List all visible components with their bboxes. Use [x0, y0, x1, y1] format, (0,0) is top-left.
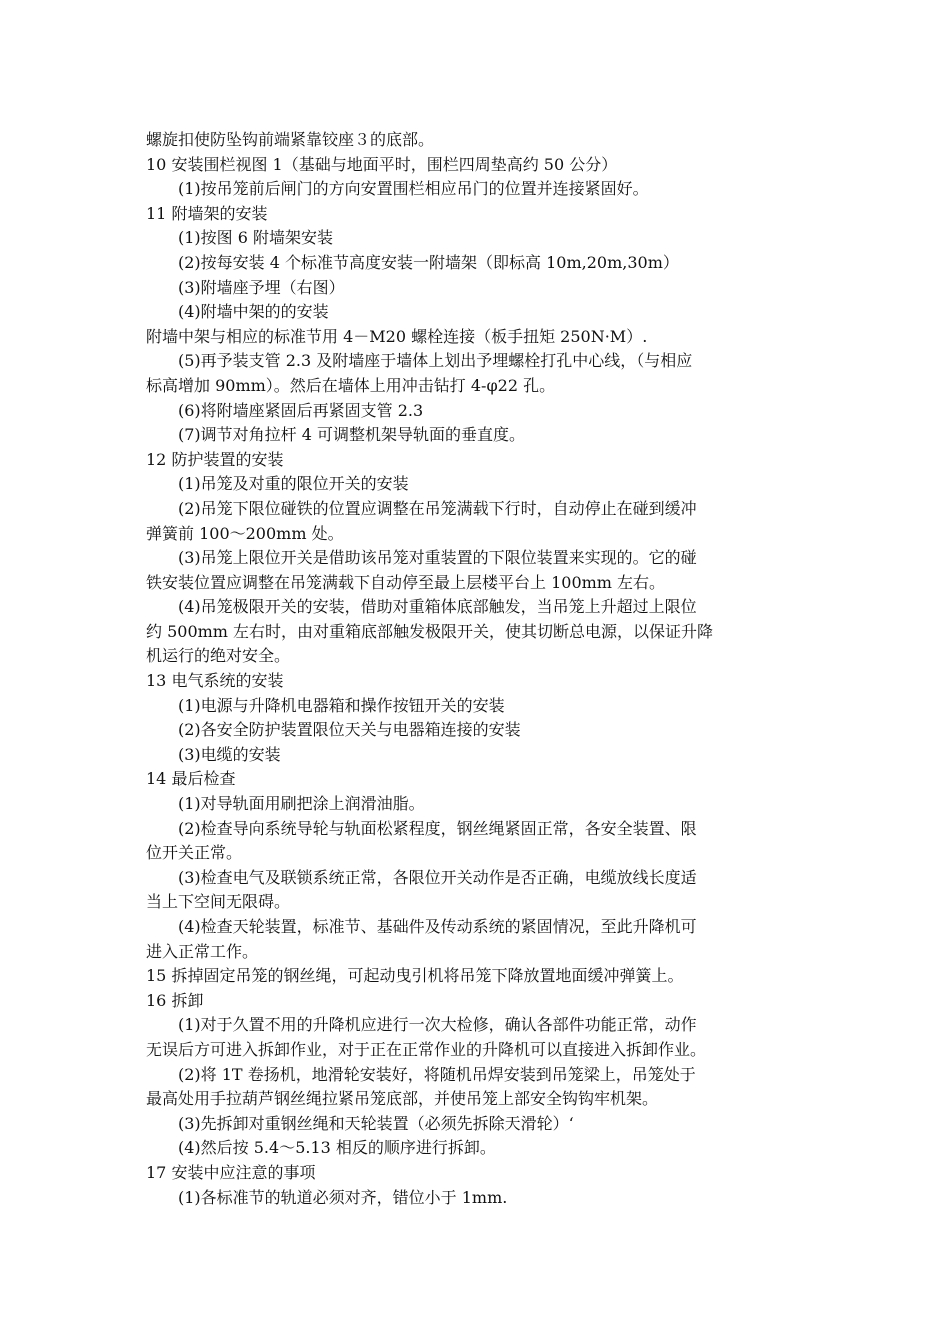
- text-line: (2)吊笼下限位碰铁的位置应调整在吊笼满载下行时，自动停止在碰到缓冲: [178, 498, 697, 518]
- text-line: 12 防护装置的安装: [146, 449, 284, 469]
- text-line: (3)检查电气及联锁系统正常，各限位开关动作是否正确，电缆放线长度适: [178, 867, 697, 887]
- text-line: 当上下空间无限碍。: [146, 892, 291, 912]
- text-line: (3)电缆的安装: [178, 744, 281, 764]
- text-line: 10 安装围栏视图 1（基础与地面平时，围栏四周垫高约 50 公分）: [146, 154, 618, 174]
- document-body: [146, 128, 806, 1210]
- text-line: 弹簧前 100～200mm 处。: [146, 523, 344, 543]
- text-line: 无误后方可进入拆卸作业，对于正在正常作业的升降机可以直接进入拆卸作业。: [146, 1039, 707, 1059]
- text-line: (2)各安全防护装置限位天关与电器箱连接的安装: [178, 720, 521, 740]
- text-line: 17 安装中应注意的事项: [146, 1162, 316, 1182]
- text-line: 位开关正常。: [146, 843, 243, 863]
- text-line: 13 电气系统的安装: [146, 671, 284, 691]
- text-line: (3)吊笼上限位开关是借助该吊笼对重装置的下限位装置来实现的。它的碰: [178, 548, 697, 568]
- text-line: (5)再予装支管 2.3 及附墙座于墙体上划出予埋螺栓打孔中心线，（与相应: [178, 351, 693, 371]
- text-line: (1)按图 6 附墙架安装: [178, 228, 334, 248]
- text-line: (1)电源与升降机电器箱和操作按钮开关的安装: [178, 695, 505, 715]
- text-line: 铁安装位置应调整在吊笼满载下自动停至最上层楼平台上 100mm 左右。: [146, 572, 666, 592]
- text-line: (1)对导轨面用刷把涂上润滑油脂。: [178, 794, 425, 814]
- text-line: (2)检查导向系统导轮与轨面松紧程度，钢丝绳紧固正常，各安全装置、限: [178, 818, 697, 838]
- text-line: (1)对于久置不用的升降机应进行一次大检修，确认各部件功能正常，动作: [178, 1015, 697, 1035]
- text-line: (2)将 1T 卷扬机，地滑轮安装好，将随机吊焊安装到吊笼梁上，吊笼处于: [178, 1064, 696, 1084]
- text-line: 15 拆掉固定吊笼的钢丝绳，可起动曳引机将吊笼下降放置地面缓冲弹簧上。: [146, 966, 684, 986]
- text-line: 进入正常工作。: [146, 941, 259, 961]
- text-line: (3)附墙座予埋（右图）: [178, 277, 345, 297]
- text-line: (7)调节对角拉杆 4 可调整机架导轨面的垂直度。: [178, 425, 526, 445]
- text-line: 附墙中架与相应的标准节用 4－M20 螺栓连接（板手扭矩 250N·M）.: [146, 326, 648, 346]
- text-line: (1)吊笼及对重的限位开关的安装: [178, 474, 409, 494]
- text-line: (1)各标准节的轨道必须对齐，错位小于 1mm.: [178, 1187, 508, 1207]
- text-line: 14 最后检查: [146, 769, 236, 789]
- text-line: 标高增加 90mm）。然后在墙体上用冲击钻打 4-φ22 孔。: [146, 375, 556, 395]
- text-line: (2)按每安装 4 个标准节高度安装一附墙架（即标高 10m,20m,30m）: [178, 252, 679, 272]
- text-line: 11 附墙架的安装: [146, 203, 268, 223]
- text-line: (6)将附墙座紧固后再紧固支管 2.3: [178, 400, 424, 420]
- text-line: 最高处用手拉葫芦钢丝绳拉紧吊笼底部，并使吊笼上部安全钩钩牢机架。: [146, 1089, 659, 1109]
- text-line: (3)先拆卸对重钢丝绳和天轮装置（必须先拆除天滑轮）‘: [178, 1113, 574, 1133]
- text-line: 约 500mm 左右时，由对重箱底部触发极限开关，使其切断总电源，以保证升降: [146, 621, 714, 641]
- text-line: 螺旋扣使防坠钩前端紧靠铰座３的底部。: [146, 130, 435, 149]
- text-line: 机运行的绝对安全。: [146, 646, 291, 666]
- text-line: (4)吊笼极限开关的安装，借助对重箱体底部触发，当吊笼上升超过上限位: [178, 597, 697, 617]
- text-line: (4)附墙中架的的安装: [178, 302, 329, 322]
- text-line: 16 拆卸: [146, 990, 204, 1010]
- text-line: (4)检查天轮装置，标准节、基础件及传动系统的紧固情况，至此升降机可: [178, 917, 697, 936]
- text-line: (1)按吊笼前后闸门的方向安置围栏相应吊门的位置并连接紧固好。: [178, 179, 649, 199]
- text-line: (4)然后按 5.4～5.13 相反的顺序进行拆卸。: [178, 1138, 496, 1158]
